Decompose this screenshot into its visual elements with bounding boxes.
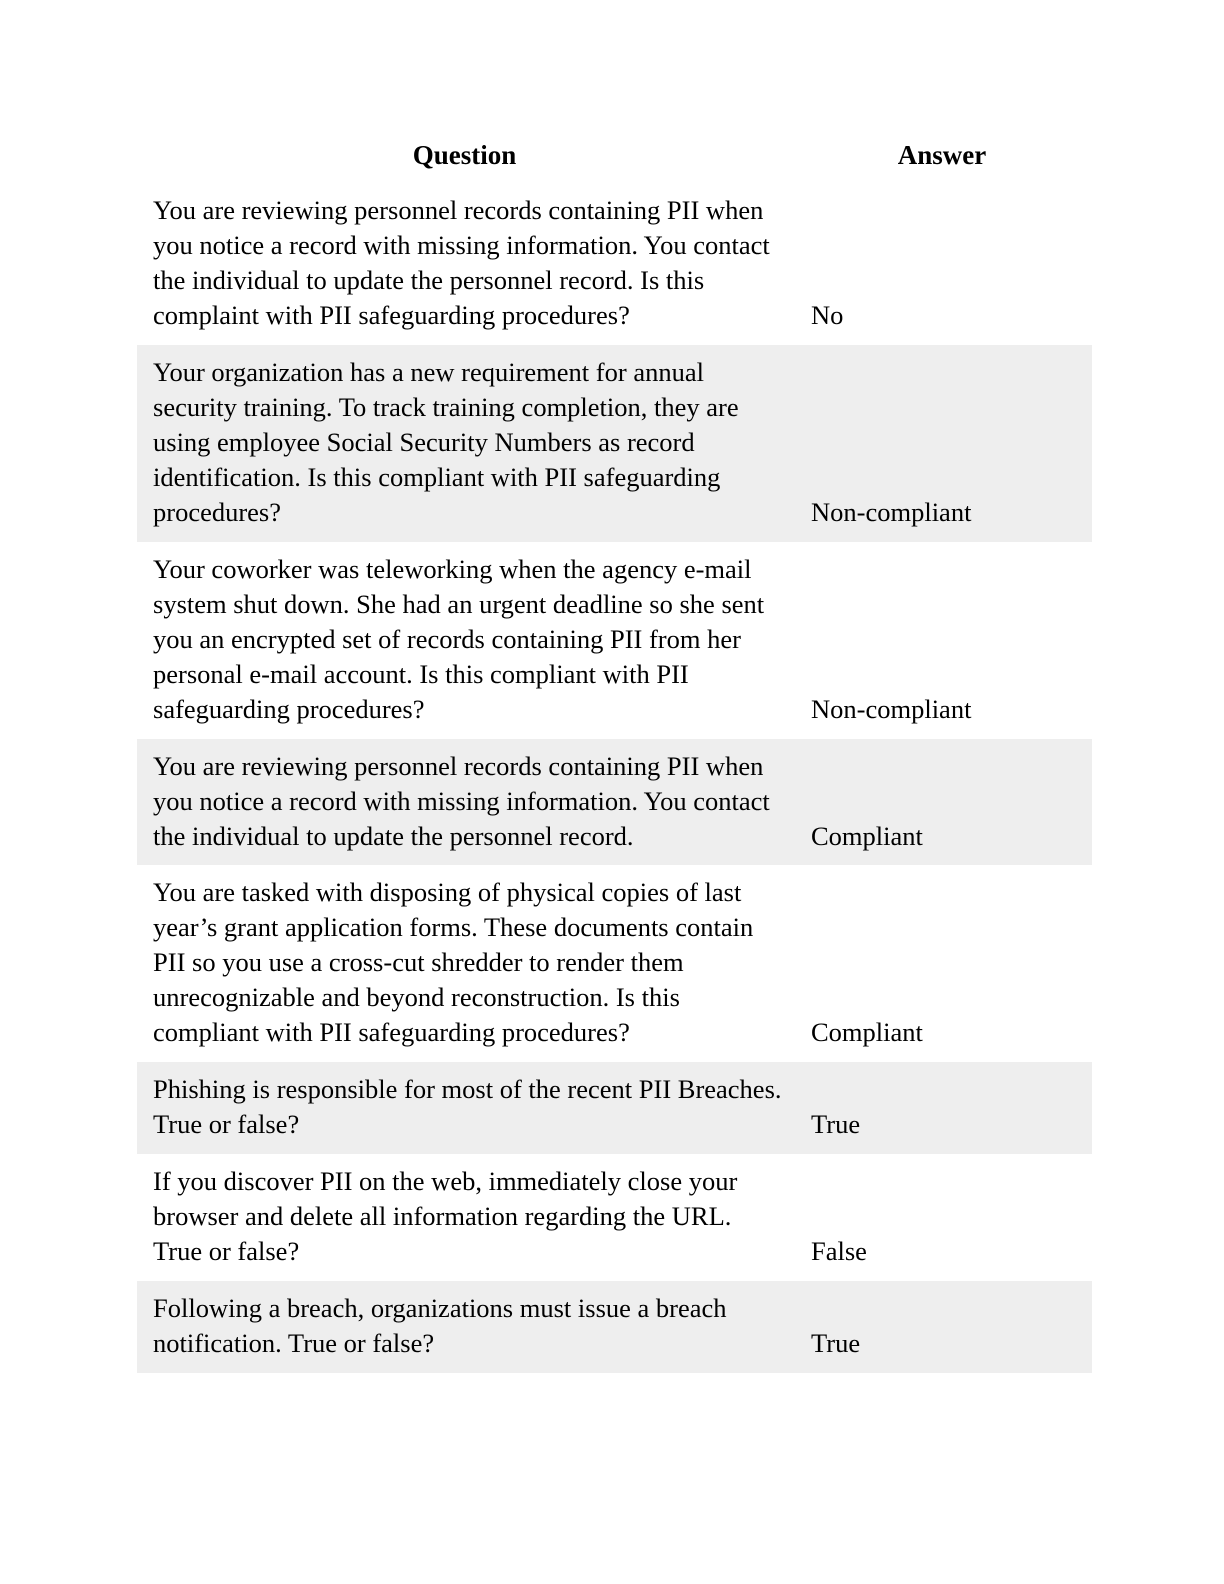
question-cell: Phishing is responsible for most of the recent PII Breaches. True or false? <box>137 1062 792 1154</box>
table-row <box>137 739 1092 866</box>
qa-table-container <box>137 140 1092 1373</box>
question-answer-table <box>137 140 1092 1373</box>
table-row <box>137 1062 1092 1154</box>
question-cell: Your coworker was teleworking when the agency e-mail system shut down. She had an urgent deadline so she sent you an encrypted set of records containing PII from her personal e-mail account. Is this compliant with PII safeguarding procedures? <box>137 542 792 739</box>
question-cell: If you discover PII on the web, immediately close your browser and delete all information regarding the URL. True or false? <box>137 1154 792 1281</box>
question-cell: Following a breach, organizations must issue a breach notification. True or false? <box>137 1281 792 1373</box>
answer-cell: Compliant <box>792 739 1092 866</box>
question-cell: You are reviewing personnel records containing PII when you notice a record with missing information. You contact the individual to update the personnel record. <box>137 739 792 866</box>
question-cell: Your organization has a new requirement for annual security training. To track training completion, they are using employee Social Security Numbers as record identification. Is this compliant with PII safeguarding procedures? <box>137 345 792 542</box>
answer-cell: True <box>792 1062 1092 1154</box>
answer-cell: Compliant <box>792 865 1092 1062</box>
column-header-answer: Answer <box>897 140 987 170</box>
table-row <box>137 183 1092 345</box>
table-header-row <box>137 140 1092 183</box>
table-row <box>137 1281 1092 1373</box>
column-header-question: Question <box>412 140 517 170</box>
answer-cell: False <box>792 1154 1092 1281</box>
table-row <box>137 542 1092 739</box>
table-row <box>137 865 1092 1062</box>
table-row <box>137 345 1092 542</box>
answer-cell: Non-compliant <box>792 542 1092 739</box>
table-body <box>137 183 1092 1373</box>
table-header <box>137 140 1092 183</box>
answer-cell: Non-compliant <box>792 345 1092 542</box>
question-cell: You are reviewing personnel records containing PII when you notice a record with missing information. You contact the individual to update the personnel record. Is this complaint with PII safeguarding procedures? <box>137 183 792 345</box>
answer-cell: No <box>792 183 1092 345</box>
answer-cell: True <box>792 1281 1092 1373</box>
question-cell: You are tasked with disposing of physical copies of last year’s grant application forms. These documents contain PII so you use a cross-cut shredder to render them unrecognizable and beyond reconstruction. Is this compliant with PII safeguarding procedures? <box>137 865 792 1062</box>
table-row <box>137 1154 1092 1281</box>
